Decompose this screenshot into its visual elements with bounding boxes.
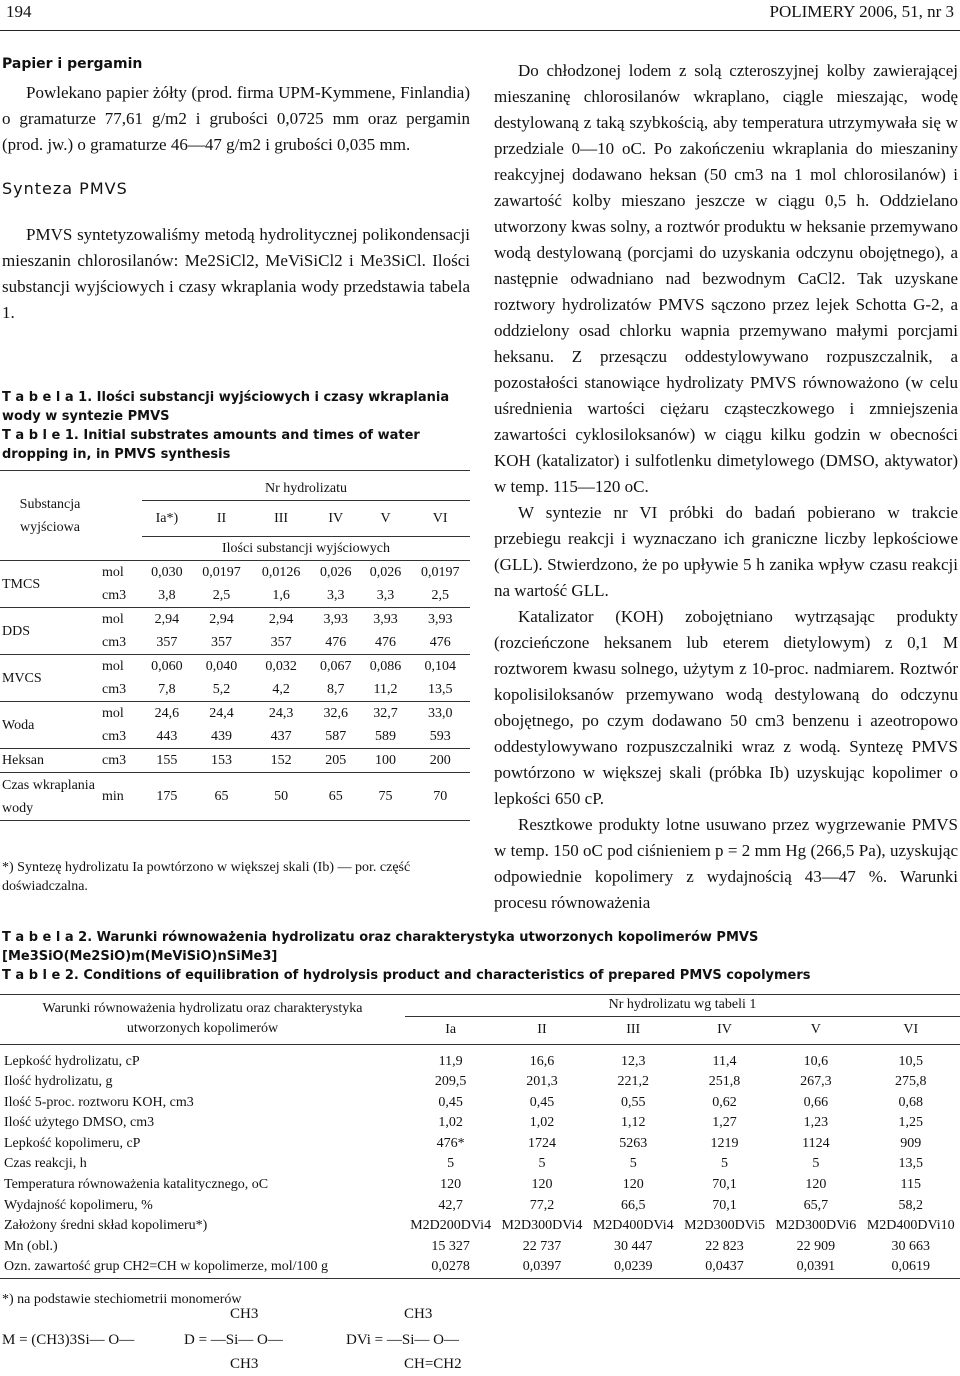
table1-cell: 476	[361, 631, 411, 655]
table2-cell: 251,8	[708, 1074, 741, 1090]
table1-cell: 13,5	[410, 678, 470, 702]
table2-row-label: Wydajność kopolimeru, %	[4, 1197, 153, 1213]
table2-cell: 1724	[527, 1135, 556, 1151]
table1-row-name: TMCS	[0, 561, 100, 608]
table1-column-header: III	[274, 511, 289, 526]
table2-row-label: Temperatura równoważenia katalitycznego, oC	[4, 1177, 269, 1193]
table2-caption-pl: T a b e l a 2. Warunki równoważenia hydrolizatu oraz charakterystyka utworzonych kopolimerów PMVS [Me3SiO(Me2SiO)m(MeViSiO)nSiMe3]	[2, 930, 759, 964]
table2-row-label: Ozn. zawartość grup CH2=CH w kopolimerze, mol/100 g	[0, 1257, 405, 1278]
table1-unit: mol	[102, 706, 124, 721]
table1-cell: 3,8	[142, 584, 192, 608]
table2-cell: 11,9	[438, 1053, 463, 1069]
table1-cell: 24,3	[268, 706, 294, 721]
table2-cell: 0,0391	[770, 1257, 861, 1278]
table2-cell: M2D300DVi4	[501, 1218, 583, 1234]
table2-row-label: Czas reakcji, h	[4, 1156, 87, 1172]
table2-cell: 1,12	[620, 1115, 646, 1131]
table1-cell: 3,3	[311, 584, 361, 608]
table1-column-header: IV	[328, 511, 344, 526]
table2-cell: 1,02	[529, 1115, 555, 1131]
table1-cell: 476	[311, 631, 361, 655]
paragraph-3: Katalizator (KOH) zobojętniano wytrząsając produkty (rozcieńczone heksanem lub eterem dietylowym) z 0,1 M roztworem kwasu solnego, użytym z 10-proc. nadmiarem. Roztwór kopolisiloksanów przemywano wodą destylowaną do odczynu obojętnego, po czym dodawano 50 cm3 benzenu i azeotropowo oddestylowywano rozpuszczalniki wraz z wodą. Syntezę PMVS powtórzono w większej skali (próbka Ib) uzyskując kopolimer o lepkości 650 cP.	[494, 607, 958, 808]
table1-cell: 3,93	[323, 612, 348, 627]
table1-cell: 153	[192, 749, 252, 773]
table1-cell: 24,6	[154, 706, 180, 721]
table1-cell: 8,7	[311, 678, 361, 702]
table2-cell: 0,66	[803, 1094, 829, 1110]
table2-cell: 5	[812, 1156, 820, 1172]
table1-cell: 2,5	[410, 584, 470, 608]
table1-cell: 443	[142, 725, 192, 749]
paragraph-4: Resztkowe produkty lotne usuwano przez wygrzewanie PMVS w temp. 150 oC pod ciśnieniem p = 2 mm Hg (266,5 Pa), uzyskując odpowiednie kopolimery z wydajnością 43—47 %. Warunki procesu równoważenia	[494, 815, 958, 912]
table2-cell: 120	[805, 1177, 827, 1193]
table1-unit: cm3	[100, 725, 142, 749]
table2-cell: 22 823	[705, 1238, 744, 1254]
table2-column-header: III	[588, 1016, 679, 1044]
table2-cell: 11,4	[712, 1053, 737, 1069]
table1-unit: cm3	[100, 584, 142, 608]
section-heading-paper: Papier i pergamin	[2, 56, 143, 72]
table1-cell: 476	[410, 631, 470, 655]
table1-cell: 100	[361, 749, 411, 773]
section-text-paper: Powlekano papier żółty (prod. firma UPM-Kymmene, Finlandia) o gramaturze 77,61 g/m2 i grubości 0,0725 mm oraz pergamin (prod. jw.) o gramaturze 46—47 g/m2 i grubości 0,035 mm.	[2, 83, 470, 154]
table2-cell: M2D400DVi4	[592, 1218, 674, 1234]
table2-cell: 30 447	[613, 1238, 653, 1254]
table2-cell: 5	[538, 1156, 546, 1172]
right-column	[494, 58, 958, 916]
table1-column-header: II	[216, 511, 227, 526]
table2-column-header: VI	[861, 1016, 960, 1044]
table1	[0, 470, 470, 821]
table1-cell: 200	[410, 749, 470, 773]
table1-cell: 0,067	[320, 659, 352, 674]
table2-cell: 16,6	[529, 1053, 555, 1069]
table1-cell: 0,026	[320, 565, 352, 580]
table2-row-label: Założony średni skład kopolimeru*)	[4, 1218, 208, 1234]
table1-cell: 50	[251, 773, 311, 821]
table2-cell: 221,2	[617, 1074, 649, 1090]
paragraph-1: Do chłodzonej lodem z solą czteroszyjnej kolby zawierającej mieszaninę chlorosilanów wkraplano, ciągle mieszając, wodę destylowaną z taką szybkością, aby temperatura utrzymywała się w przedziale 0—10 oC. Po zakończeniu wkraplania do mieszaniny reakcyjnej dodawano heksan (50 cm3 na 1 mol chlorosilanów) i zawartość kolby mieszano jeszcze w ciągu 0,5 h. Oddzielano utworzony kwas solny, a roztwór produktu w heksanie przemywano wodą destylowaną (porcjami do uzyskania odczynu obojętnego), a następnie odwadniano nad bezwodnym CaCl2. Tak uzyskane roztwory hydrolizatów PMVS sączono przez lejek Schotta G-2, a oddzielony osad chlorku wapnia przemywano małymi porcjami heksanu. Z przesączu oddestylowywano rozpuszczalnik, a pozostałości stanowiące hydrolizaty PMVS równoważono (w celu uśrednienia wartości ciężaru cząsteczkowego i zmniejszenia zawartości cyklosiloksanów) w ciągu kilku godzin w obecności KOH (katalizator) i sulfotlenku dimetylowego (DMSO, aktywator) w temp. 115—120 oC.	[494, 61, 958, 496]
table2-cell: 0,45	[529, 1094, 555, 1110]
page-number: 194	[6, 2, 32, 21]
table1-unit: cm3	[100, 631, 142, 655]
table1-unit: mol	[102, 565, 124, 580]
table2-cell: 58,2	[898, 1197, 923, 1213]
table2-cell: 0,0397	[496, 1257, 587, 1278]
table1-cell: 32,7	[373, 706, 398, 721]
table2-cell: 10,5	[898, 1053, 923, 1069]
table1-column-header: Ia*)	[155, 511, 179, 526]
table1-footnote: *) Syntezę hydrolizatu Ia powtórzono w większej skali (Ib) — por. część doświadczalna.	[2, 860, 411, 894]
table2-cell: 209,5	[434, 1074, 467, 1090]
table2-cell: 0,55	[620, 1094, 646, 1110]
table2-cell: 13,5	[898, 1156, 923, 1172]
table2-cell: 0,62	[712, 1094, 737, 1110]
table2-cell: 65,7	[803, 1197, 829, 1213]
table1-unit: cm3	[100, 749, 142, 773]
table2-row-label: Lepkość kopolimeru, cP	[4, 1135, 141, 1151]
table2-cell: 115	[900, 1177, 921, 1193]
formula-dvi-top: CH3	[404, 1306, 433, 1322]
table2-column-header: IV	[679, 1016, 770, 1044]
table1-caption	[2, 388, 470, 464]
table1-cell: 70	[410, 773, 470, 821]
table2-cell: 0,68	[898, 1094, 923, 1110]
table1-cell: 11,2	[361, 678, 411, 702]
table1-cell: 3,3	[361, 584, 411, 608]
table2-cell: 909	[900, 1135, 922, 1151]
table1-cell: 155	[142, 749, 192, 773]
table2-cell: 30 663	[891, 1238, 930, 1254]
table1-cell: 0,0126	[261, 565, 301, 580]
table2-column-header: II	[496, 1016, 587, 1044]
section-heading-synthesis: Synteza PMVS	[2, 179, 128, 198]
table2-row-label: Lepkość hydrolizatu, cP	[4, 1053, 140, 1069]
table1-cell: 0,086	[369, 659, 402, 674]
table1-caption-en: T a b l e 1. Initial substrates amounts and times of water dropping in, in PMVS synthesis	[2, 428, 420, 462]
table2-cell: 15 327	[431, 1238, 470, 1254]
table1-cell: 24,4	[209, 706, 234, 721]
table1-cell: 1,6	[251, 584, 311, 608]
table1-column-header: VI	[432, 511, 448, 526]
table1-cell: 0,104	[424, 659, 456, 674]
table2-cell: 1,23	[803, 1115, 829, 1131]
table1-row-name: Heksan	[0, 749, 100, 773]
table1-cell: 357	[142, 631, 192, 655]
table1-cell: 0,0197	[202, 565, 241, 580]
paragraph-2: W syntezie nr VI próbki do badań pobierano w trakcie przebiegu reakcji i wyznaczano ich graniczne liczby lepkościowe (GLL). Stwierdzono, że po upływie 5 h zanika wpływ czasu reakcji na wartość GLL.	[494, 503, 958, 600]
table1-cell: 357	[251, 631, 311, 655]
table1-cell: 205	[311, 749, 361, 773]
table2-cell: 120	[622, 1177, 644, 1193]
table2-cell: 22 737	[522, 1238, 562, 1254]
table2-cell: 22 909	[796, 1238, 836, 1254]
table1-cell: 175	[142, 773, 192, 821]
table1-unit: mol	[102, 659, 124, 674]
table2-cell: 5	[447, 1156, 455, 1172]
table2-cell: 70,1	[712, 1197, 737, 1213]
table1-cell: 33,0	[427, 706, 453, 721]
table1-cell: 0,0197	[420, 565, 460, 580]
table2-cell: 0,45	[438, 1094, 463, 1110]
table2-cell: 0,0239	[588, 1257, 679, 1278]
table2-footnote: *) na podstawie stechiometrii monomerów	[2, 1292, 242, 1307]
table2-cell: 0,0278	[405, 1257, 496, 1278]
table1-cell: 589	[361, 725, 411, 749]
table1-row-name: Woda	[0, 702, 100, 749]
table2-cell: 1,02	[438, 1115, 463, 1131]
table2-row-label: Mn (obl.)	[4, 1238, 58, 1254]
table1-cell: 0,040	[205, 659, 238, 674]
table1-cell: 65	[192, 773, 252, 821]
table2-cell: 476*	[436, 1135, 465, 1151]
table2-cell: 42,7	[438, 1197, 463, 1213]
journal-name: POLIMERY 2006, 51, nr 3	[769, 2, 954, 21]
table1-row-name: MVCS	[0, 655, 100, 702]
table2-cell: 77,2	[529, 1197, 555, 1213]
table1-cell: 7,8	[142, 678, 192, 702]
table2-cell: 12,3	[620, 1053, 646, 1069]
table1-cell: 0,060	[151, 659, 183, 674]
table2-cell: 120	[440, 1177, 462, 1193]
table1-cell: 587	[311, 725, 361, 749]
table2-caption-en: T a b l e 2. Conditions of equilibration of hydrolysis product and characteristics of prepared PMVS copolymers	[2, 968, 811, 983]
table2-column-header: V	[770, 1016, 861, 1044]
header-rule	[0, 30, 960, 31]
formula-dvi-bottom: CH=CH2	[404, 1356, 462, 1372]
table2-cell: 0,0619	[861, 1257, 960, 1278]
table1-cell: 0,030	[151, 565, 183, 580]
formula-m: M = (CH3)3Si— O—	[2, 1332, 135, 1348]
left-column	[2, 54, 470, 326]
table2-cell: 5263	[619, 1135, 648, 1151]
table1-cell: 2,5	[192, 584, 252, 608]
table1-caption-pl: T a b e l a 1. Ilości substancji wyjściowych i czasy wkraplania wody w syntezie PMVS	[2, 390, 450, 424]
table2-cell: 70,1	[712, 1177, 737, 1193]
table1-cell: 357	[192, 631, 252, 655]
table1-cell: 152	[251, 749, 311, 773]
table2-cell: 120	[531, 1177, 553, 1193]
table1-substance-header: Substancja wyjściowa	[0, 471, 100, 561]
table1-cell: 32,6	[323, 706, 348, 721]
table2-cell: M2D400DVi10	[866, 1218, 955, 1234]
table2-cell: 1,27	[712, 1115, 737, 1131]
table1-cell: 439	[192, 725, 252, 749]
table2-row-label: Ilość 5-proc. roztworu KOH, cm3	[4, 1094, 194, 1110]
table1-cell: 75	[361, 773, 411, 821]
table1-subheader: Ilości substancji wyjściowych	[142, 537, 470, 561]
table1-unit: cm3	[100, 678, 142, 702]
table1-cell: 0,032	[265, 659, 297, 674]
table2-cell: 201,3	[526, 1074, 558, 1090]
formula-dvi: DVi = —Si— O—	[346, 1332, 459, 1348]
table1-cell: 437	[251, 725, 311, 749]
table2-caption	[2, 928, 958, 985]
table2-left-header: Warunki równoważenia hydrolizatu oraz charakterystyka utworzonych kopolimerów	[0, 995, 405, 1045]
table2-column-header: Ia	[405, 1016, 496, 1044]
table1-cell: 4,2	[251, 678, 311, 702]
table1-column-header: V	[380, 511, 391, 526]
table1-cell: 0,026	[369, 565, 402, 580]
table2	[0, 994, 960, 1279]
section-text-synthesis: PMVS syntetyzowaliśmy metodą hydrolitycznej polikondensacji mieszanin chlorosilanów: Me2SiCl2, MeViSiCl2 i Me3SiCl. Ilości substancji wyjściowych i czasy wkraplania wody przedstawia tabela 1.	[2, 225, 470, 322]
table2-row-label: Ilość użytego DMSO, cm3	[4, 1115, 155, 1131]
table2-cell: 267,3	[800, 1074, 832, 1090]
table2-cell: 10,6	[803, 1053, 829, 1069]
table1-cell: 593	[410, 725, 470, 749]
table2-cell: 0,0437	[679, 1257, 770, 1278]
table1-cell: 2,94	[268, 612, 294, 627]
table1-cell: 3,93	[373, 612, 398, 627]
table2-cell: 66,5	[620, 1197, 646, 1213]
formula-d-top: CH3	[230, 1306, 259, 1322]
table1-unit: mol	[102, 612, 124, 627]
table1-group-header: Nr hydrolizatu	[142, 471, 470, 501]
table1-cell: 3,93	[427, 612, 453, 627]
table2-cell: M2D200DVi4	[410, 1218, 492, 1234]
table1-cell: 65	[311, 773, 361, 821]
formula-d-bottom: CH3	[230, 1356, 259, 1372]
table2-cell: M2D300DVi5	[684, 1218, 765, 1234]
table2-cell: 1124	[802, 1135, 830, 1151]
table1-unit: min	[100, 773, 142, 821]
table2-cell: 5	[629, 1156, 637, 1172]
table1-cell: 2,94	[154, 612, 180, 627]
table1-row-name: Czas wkraplania wody	[0, 773, 100, 821]
table2-row-label: Ilość hydrolizatu, g	[4, 1074, 113, 1090]
table2-cell: 1,25	[898, 1115, 923, 1131]
table2-cell: 5	[721, 1156, 729, 1172]
table2-cell: 275,8	[894, 1074, 927, 1090]
table2-group-header: Nr hydrolizatu wg tabeli 1	[405, 995, 960, 1017]
table2-cell: 1219	[710, 1135, 739, 1151]
table1-row-name: DDS	[0, 608, 100, 655]
table1-cell: 2,94	[209, 612, 234, 627]
table1-cell: 5,2	[192, 678, 252, 702]
formula-d: D = —Si— O—	[184, 1332, 283, 1348]
table2-cell: M2D300DVi6	[775, 1218, 857, 1234]
